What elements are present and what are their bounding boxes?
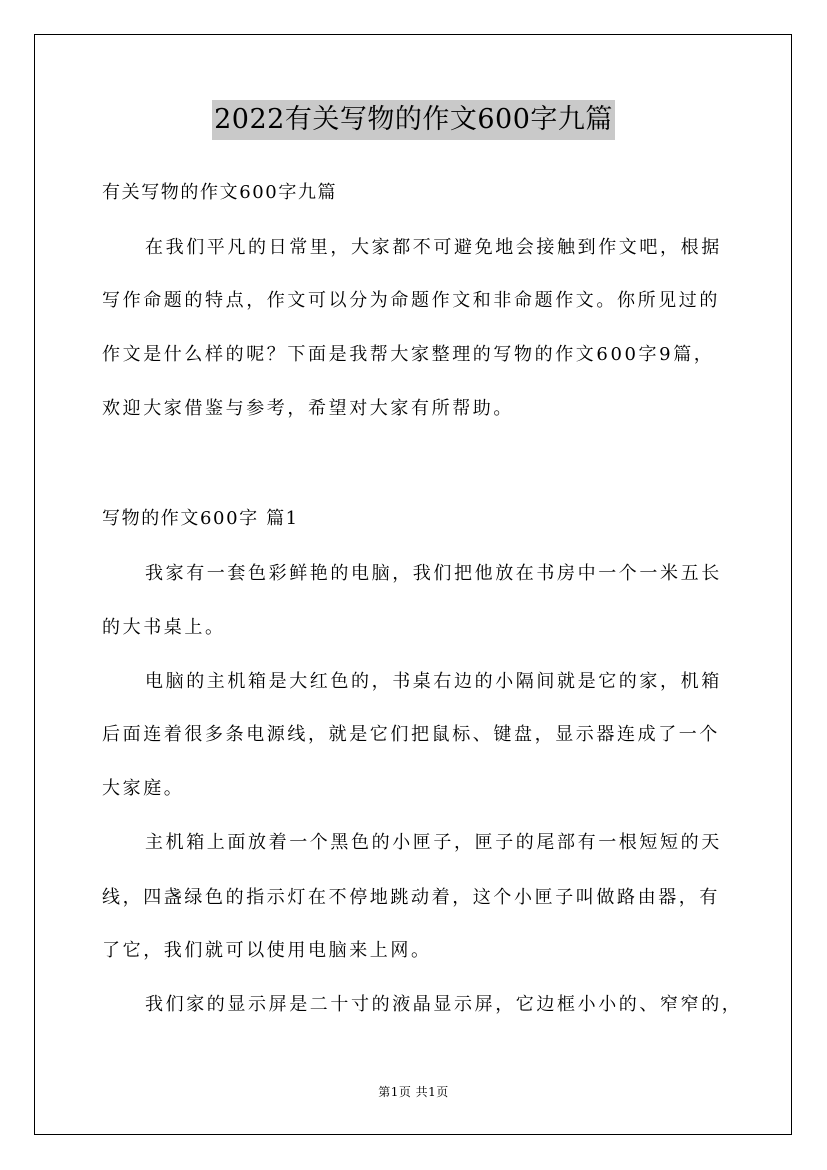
title-container [0,100,827,140]
body-line: 后面连着很多条电源线，就是它们把鼠标、键盘，显示器连成了一个 [102,724,720,745]
body-line: 主机箱上面放着一个黑色的小匣子，匣子的尾部有一根短短的天 [145,832,722,853]
document-title: 2022有关写物的作文600字九篇 [212,100,615,140]
body-line: 大家庭。 [102,778,185,799]
intro-line: 写作命题的特点，作文可以分为命题作文和非命题作文。你所见过的 [102,290,720,311]
intro-line: 欢迎大家借鉴与参考，希望对大家有所帮助。 [102,398,514,419]
page-footer: 第1页 共1页 [378,1085,449,1099]
body-line: 我家有一套色彩鲜艳的电脑，我们把他放在书房中一个一米五长 [145,563,722,584]
body-line: 我们家的显示屏是二十寸的液晶显示屏，它边框小小的、窄窄的， [145,994,743,1015]
intro-line: 在我们平凡的日常里，大家都不可避免地会接触到作文吧，根据 [145,237,722,258]
body-line: 的大书桌上。 [102,617,226,638]
body-line: 电脑的主机箱是大红色的，书桌右边的小隔间就是它的家，机箱 [145,671,722,692]
intro-line: 作文是什么样的呢？下面是我帮大家整理的写物的作文600字9篇， [102,344,715,365]
body-line: 线，四盏绿色的指示灯在不停地跳动着，这个小匣子叫做路由器，有 [102,887,720,908]
body-line: 了它，我们就可以使用电脑来上网。 [102,940,432,961]
section-heading: 写物的作文600字 篇1 [102,508,299,529]
document-subtitle: 有关写物的作文600字九篇 [102,182,338,203]
